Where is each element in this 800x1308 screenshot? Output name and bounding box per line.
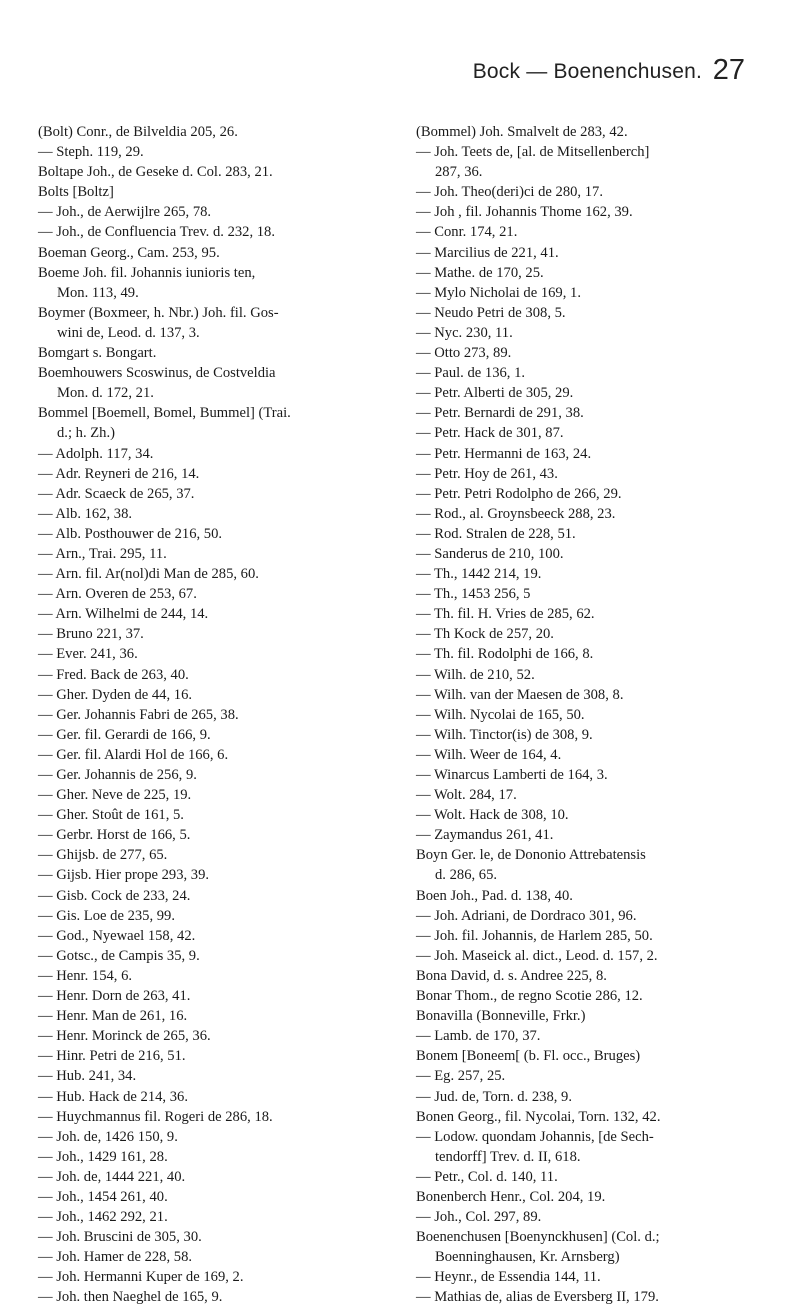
index-entry: — Adr. Reyneri de 216, 14. [38, 465, 200, 482]
index-entry: — Joh., Col. 297, 89. [416, 1209, 542, 1226]
index-entry: — Joh. Bruscini de 305, 30. [38, 1229, 202, 1246]
index-entry: — Steph. 119, 29. [38, 144, 144, 161]
index-entry: — Petr. Petri Rodolpho de 266, 29. [416, 485, 622, 502]
index-entry: — Otto 273, 89. [416, 345, 512, 362]
index-entry-continuation: 287, 36. [435, 164, 483, 181]
running-header [0, 56, 800, 92]
index-entry: — Ghijsb. de 277, 65. [38, 847, 168, 864]
index-entry: — Gis. Loe de 235, 99. [38, 907, 176, 924]
index-entry: — Hinr. Petri de 216, 51. [38, 1048, 186, 1065]
index-entry: — Petr., Col. d. 140, 11. [416, 1168, 558, 1185]
index-entry: — Petr. Alberti de 305, 29. [416, 385, 574, 402]
index-entry: — Th., 1442 214, 19. [416, 566, 542, 583]
index-entry: — Gijsb. Hier prope 293, 39. [38, 867, 210, 884]
index-entry: — Joh., 1429 161, 28. [38, 1148, 168, 1165]
index-entry: — Paul. de 136, 1. [416, 365, 526, 382]
index-entry: — Sanderus de 210, 100. [416, 545, 564, 562]
index-entry: (Bommel) Joh. Smalvelt de 283, 42. [416, 124, 628, 140]
index-entry: — Joh , fil. Johannis Thome 162, 39. [416, 204, 633, 221]
index-entry: — Eg. 257, 25. [416, 1068, 506, 1085]
index-entry: — Lodow. quondam Johannis, [de Sech- [416, 1128, 654, 1145]
index-entry: — Jud. de, Torn. d. 238, 9. [416, 1088, 572, 1105]
index-entry: — God., Nyewael 158, 42. [38, 927, 196, 944]
index-entry: — Gher. Neve de 225, 19. [38, 787, 192, 804]
index-entry: Boen Joh., Pad. d. 138, 40. [416, 887, 573, 904]
index-entry: — Th Kock de 257, 20. [416, 626, 554, 643]
index-entry-continuation: Boenninghausen, Kr. Arnsberg) [435, 1249, 620, 1266]
index-entry: — Alb. Posthouwer de 216, 50. [38, 525, 223, 542]
index-entry: — Joh. de, 1444 221, 40. [38, 1168, 186, 1185]
index-entry: — Petr. Hermanni de 163, 24. [416, 445, 592, 462]
index-entry: — Heynr., de Essendia 144, 11. [416, 1269, 601, 1286]
index-entry: — Rod. Stralen de 228, 51. [416, 525, 576, 542]
index-entry: — Mylo Nicholai de 169, 1. [416, 284, 581, 301]
page-number: 27 [712, 54, 745, 86]
index-entry: — Gher. Dyden de 44, 16. [38, 686, 193, 703]
index-entry: — Joh. then Naeghel de 165, 9. [38, 1289, 223, 1306]
index-entry: — Joh., 1454 261, 40. [38, 1188, 168, 1205]
index-entry: — Gher. Stoût de 161, 5. [38, 807, 184, 824]
index-entry: — Rod., al. Groynsbeeck 288, 23. [416, 505, 616, 522]
index-entry-continuation: wini de, Leod. d. 137, 3. [57, 324, 200, 341]
index-entry-continuation: Mon. 113, 49. [57, 284, 139, 301]
index-entry: — Joh., de Confluencia Trev. d. 232, 18. [38, 224, 275, 241]
index-entry: — Wilh. Weer de 164, 4. [416, 746, 562, 763]
index-entry: Bolts [Boltz] [38, 184, 114, 201]
index-entry: — Ger. fil. Gerardi de 166, 9. [38, 726, 211, 743]
index-entry: — Alb. 162, 38. [38, 505, 133, 522]
index-entry-continuation: d.; h. Zh.) [57, 425, 115, 442]
index-entry: — Petr. Hoy de 261, 43. [416, 465, 558, 482]
index-entry: — Nyc. 230, 11. [416, 324, 513, 341]
index-entry: — Ger. Johannis de 256, 9. [38, 767, 197, 783]
index-entry: — Lamb. de 170, 37. [416, 1028, 541, 1045]
index-entry: — Conr. 174, 21. [416, 224, 518, 241]
index-entry: — Bruno 221, 37. [38, 626, 144, 643]
index-entry: Boeman Georg., Cam. 253, 95. [38, 244, 220, 261]
index-entry: — Fred. Back de 263, 40. [38, 666, 189, 683]
index-entry: — Hub. Hack de 214, 36. [38, 1088, 188, 1105]
index-entry: — Joh. Maseick al. dict., Leod. d. 157, 2. [416, 947, 658, 964]
index-entry: — Huychmannus fil. Rogeri de 286, 18. [38, 1108, 273, 1125]
index-entry: Bonavilla (Bonneville, Frkr.) [416, 1008, 586, 1025]
index-entry: — Arn. fil. Ar(nol)di Man de 285, 60. [38, 566, 259, 583]
index-entry: — Joh. de, 1426 150, 9. [38, 1128, 178, 1145]
index-entry: — Th., 1453 256, 5 [416, 586, 531, 603]
index-entry: Boenenchusen [Boenynckhusen] (Col. d.; [416, 1229, 660, 1246]
index-entry-continuation: Mon. d. 172, 21. [57, 385, 154, 402]
index-entry: — Gerbr. Horst de 166, 5. [38, 827, 191, 844]
index-entry: — Arn. Wilhelmi de 244, 14. [38, 606, 209, 623]
index-entry-continuation: d. 286, 65. [435, 867, 498, 884]
index-entry: — Joh. Hermanni Kuper de 169, 2. [38, 1269, 244, 1286]
index-entry: Bomgart s. Bongart. [38, 345, 157, 362]
index-entry: — Adolph. 117, 34. [38, 445, 154, 462]
index-entry: — Marcilius de 221, 41. [416, 244, 559, 261]
index-entry: — Joh. Adriani, de Dordraco 301, 96. [416, 907, 637, 924]
index-column-right [416, 122, 776, 1308]
index-entry: Boltape Joh., de Geseke d. Col. 283, 21. [38, 164, 273, 181]
index-entry: — Petr. Bernardi de 291, 38. [416, 405, 584, 422]
index-entry: Bonem [Boneem[ (b. Fl. occ., Bruges) [416, 1048, 641, 1065]
index-entry: Bona David, d. s. Andree 225, 8. [416, 967, 607, 984]
index-entry: — Henr. Morinck de 265, 36. [38, 1028, 211, 1045]
index-entry: — Wolt. Hack de 308, 10. [416, 807, 569, 824]
index-entry: (Bolt) Conr., de Bilveldia 205, 26. [38, 124, 238, 140]
index-entry: — Joh. Theo(deri)ci de 280, 17. [416, 184, 603, 201]
index-entry: — Henr. 154, 6. [38, 967, 133, 984]
index-entry: — Joh., 1462 292, 21. [38, 1209, 168, 1226]
index-entry: — Joh. fil. Johannis, de Harlem 285, 50. [416, 927, 653, 944]
index-entry: — Joh., de Aerwijlre 265, 78. [38, 204, 212, 221]
index-entry: — Adr. Scaeck de 265, 37. [38, 485, 195, 502]
index-entry: — Arn., Trai. 295, 11. [38, 545, 167, 562]
index-entry: — Hub. 241, 34. [38, 1068, 137, 1085]
index-entry: Boeme Joh. fil. Johannis iunioris ten, [38, 264, 256, 281]
index-entry: — Mathe. de 170, 25. [416, 264, 544, 281]
index-entry: — Wolt. 284, 17. [416, 787, 517, 804]
index-entry: — Arn. Overen de 253, 67. [38, 586, 197, 603]
index-entry: — Wilh. Nycolai de 165, 50. [416, 706, 585, 723]
index-entry: — Petr. Hack de 301, 87. [416, 425, 564, 442]
index-entry: — Th. fil. H. Vries de 285, 62. [416, 606, 595, 623]
index-entry: Bonen Georg., fil. Nycolai, Torn. 132, 42. [416, 1108, 661, 1125]
index-entry: — Zaymandus 261, 41. [416, 827, 554, 844]
index-entry: — Henr. Man de 261, 16. [38, 1008, 188, 1025]
index-entry-continuation: tendorff] Trev. d. II, 618. [435, 1148, 581, 1165]
index-entry: — Mathias de, alias de Eversberg II, 179. [416, 1289, 659, 1306]
index-entry: Boemhouwers Scoswinus, de Costveldia [38, 365, 276, 382]
index-entry: — Joh. Hamer de 228, 58. [38, 1249, 193, 1266]
index-entry: — Henr. Dorn de 263, 41. [38, 988, 191, 1005]
index-entry: — Wilh. de 210, 52. [416, 666, 535, 683]
index-entry: — Ger. fil. Alardi Hol de 166, 6. [38, 746, 229, 763]
running-title: Bock — Boenenchusen. [472, 60, 702, 83]
index-entry: — Ger. Johannis Fabri de 265, 38. [38, 706, 239, 723]
index-entry: — Neudo Petri de 308, 5. [416, 304, 566, 321]
index-column-left [38, 122, 398, 1308]
index-entry: — Th. fil. Rodolphi de 166, 8. [416, 646, 594, 663]
index-entry: — Wilh. Tinctor(is) de 308, 9. [416, 726, 593, 743]
index-entry: Bonar Thom., de regno Scotie 286, 12. [416, 988, 643, 1005]
index-entry: Boymer (Boxmeer, h. Nbr.) Joh. fil. Gos- [38, 304, 279, 321]
index-entry: — Gotsc., de Campis 35, 9. [38, 947, 200, 964]
index-entry: — Wilh. van der Maesen de 308, 8. [416, 686, 624, 703]
index-entry: — Gisb. Cock de 233, 24. [38, 887, 191, 904]
index-entry: Bonenberch Henr., Col. 204, 19. [416, 1188, 606, 1205]
index-entry: — Ever. 241, 36. [38, 646, 138, 663]
index-entry: Boyn Ger. le, de Dononio Attrebatensis [416, 847, 646, 864]
index-entry: Bommel [Boemell, Bomel, Bummel] (Trai. [38, 405, 291, 422]
index-entry: — Winarcus Lamberti de 164, 3. [416, 767, 608, 783]
index-entry: — Joh. Teets de, [al. de Mitsellenberch] [416, 144, 650, 161]
